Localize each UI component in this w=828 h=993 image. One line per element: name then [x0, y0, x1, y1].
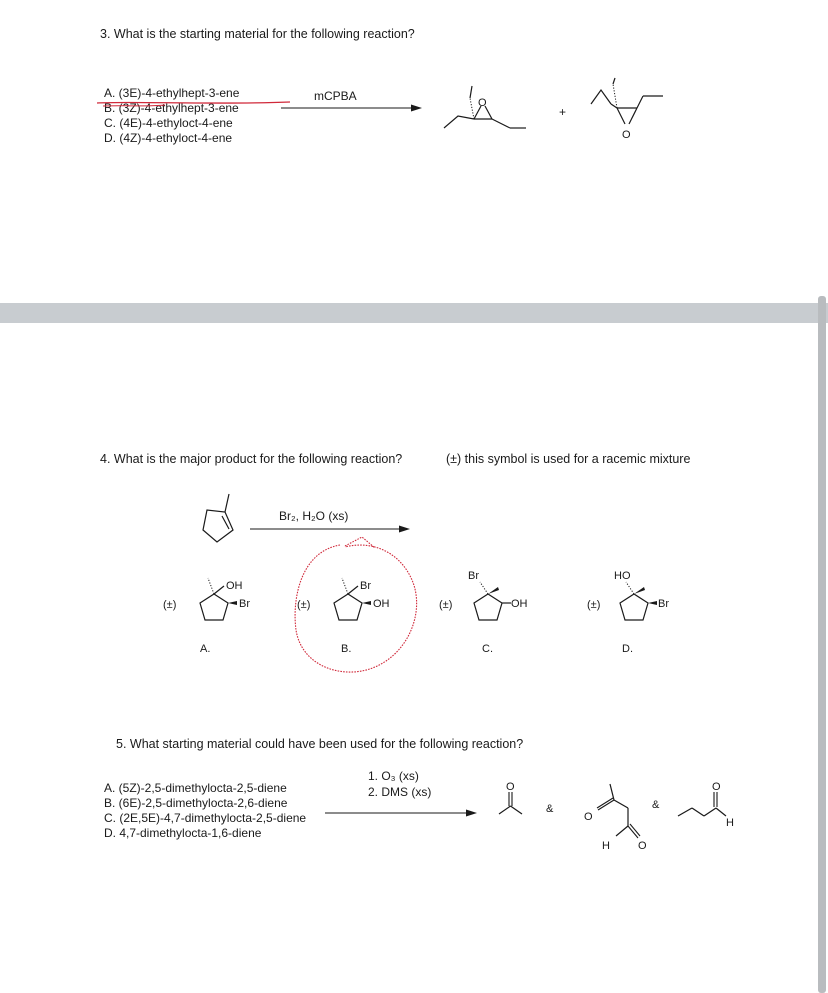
- q5-amp-2: &: [652, 799, 660, 811]
- q4-c-top-label: Br: [468, 570, 479, 582]
- q5-amp-1: &: [546, 803, 554, 815]
- q3-option-d[interactable]: D. (4Z)-4-ethyloct-4-ene: [104, 131, 233, 145]
- q4-racemic-c: (±): [439, 599, 453, 611]
- q5-p3-h: H: [726, 817, 734, 829]
- q3-reagent: mCPBA: [314, 89, 357, 103]
- q4-b-side-label: OH: [373, 598, 390, 610]
- q4-racemic-a: (±): [163, 599, 177, 611]
- q3-epoxide-o-1: O: [478, 97, 487, 109]
- q4-note: (±) this symbol is used for a racemic mixture: [446, 452, 691, 466]
- q3-option-c[interactable]: C. (4E)-4-ethyloct-4-ene: [104, 116, 233, 130]
- q5-p2-o1: O: [584, 811, 593, 823]
- q3-epoxide-o-2: O: [622, 129, 631, 141]
- q5-step-2: 2. DMS (xs): [368, 785, 432, 799]
- q4-c-side-label: OH: [511, 598, 528, 610]
- q5-option-b[interactable]: B. (6E)-2,5-dimethylocta-2,6-diene: [104, 796, 288, 810]
- q4-racemic-b: (±): [297, 599, 311, 611]
- q4-title: 4. What is the major product for the following reaction?: [100, 452, 403, 466]
- q4-letter-b: B.: [341, 643, 352, 655]
- q5-product-ketoaldehyde: [584, 778, 654, 854]
- q4-letter-a: A.: [200, 643, 211, 655]
- q5-p2-o2: O: [638, 840, 647, 852]
- q4-reagent: Br₂, H₂O (xs): [279, 509, 349, 523]
- q5-option-a[interactable]: A. (5Z)-2,5-dimethylocta-2,5-diene: [104, 781, 287, 795]
- q5-step-1: 1. O₃ (xs): [368, 769, 419, 783]
- q5-p3-o: O: [712, 781, 721, 793]
- q3-plus-sign: +: [559, 105, 567, 119]
- q4-a-top-label: OH: [226, 580, 243, 592]
- q5-product-acetone: [495, 778, 535, 818]
- q4-a-side-label: Br: [239, 598, 250, 610]
- q4-d-side-label: Br: [658, 598, 669, 610]
- q4-letter-c: C.: [482, 643, 493, 655]
- q5-title: 5. What starting material could have been used for the following reaction?: [116, 737, 524, 751]
- q4-d-top-label: HO: [614, 570, 631, 582]
- q5-p1-o: O: [506, 781, 515, 793]
- q4-b-top-label: Br: [360, 580, 371, 592]
- q5-option-c[interactable]: C. (2E,5E)-4,7-dimethylocta-2,5-diene: [104, 811, 307, 825]
- q3-option-b[interactable]: B. (3Z)-4-ethylhept-3-ene: [104, 101, 239, 115]
- q5-option-d[interactable]: D. 4,7-dimethylocta-1,6-diene: [104, 826, 262, 840]
- q3-option-a[interactable]: A. (3E)-4-ethylhept-3-ene: [104, 86, 240, 100]
- q3-title: 3. What is the starting material for the following reaction?: [100, 27, 415, 41]
- q5-p2-h: H: [602, 840, 610, 852]
- q4-letter-d: D.: [622, 643, 633, 655]
- q5-product-propanal: [672, 778, 742, 833]
- q4-racemic-d: (±): [587, 599, 601, 611]
